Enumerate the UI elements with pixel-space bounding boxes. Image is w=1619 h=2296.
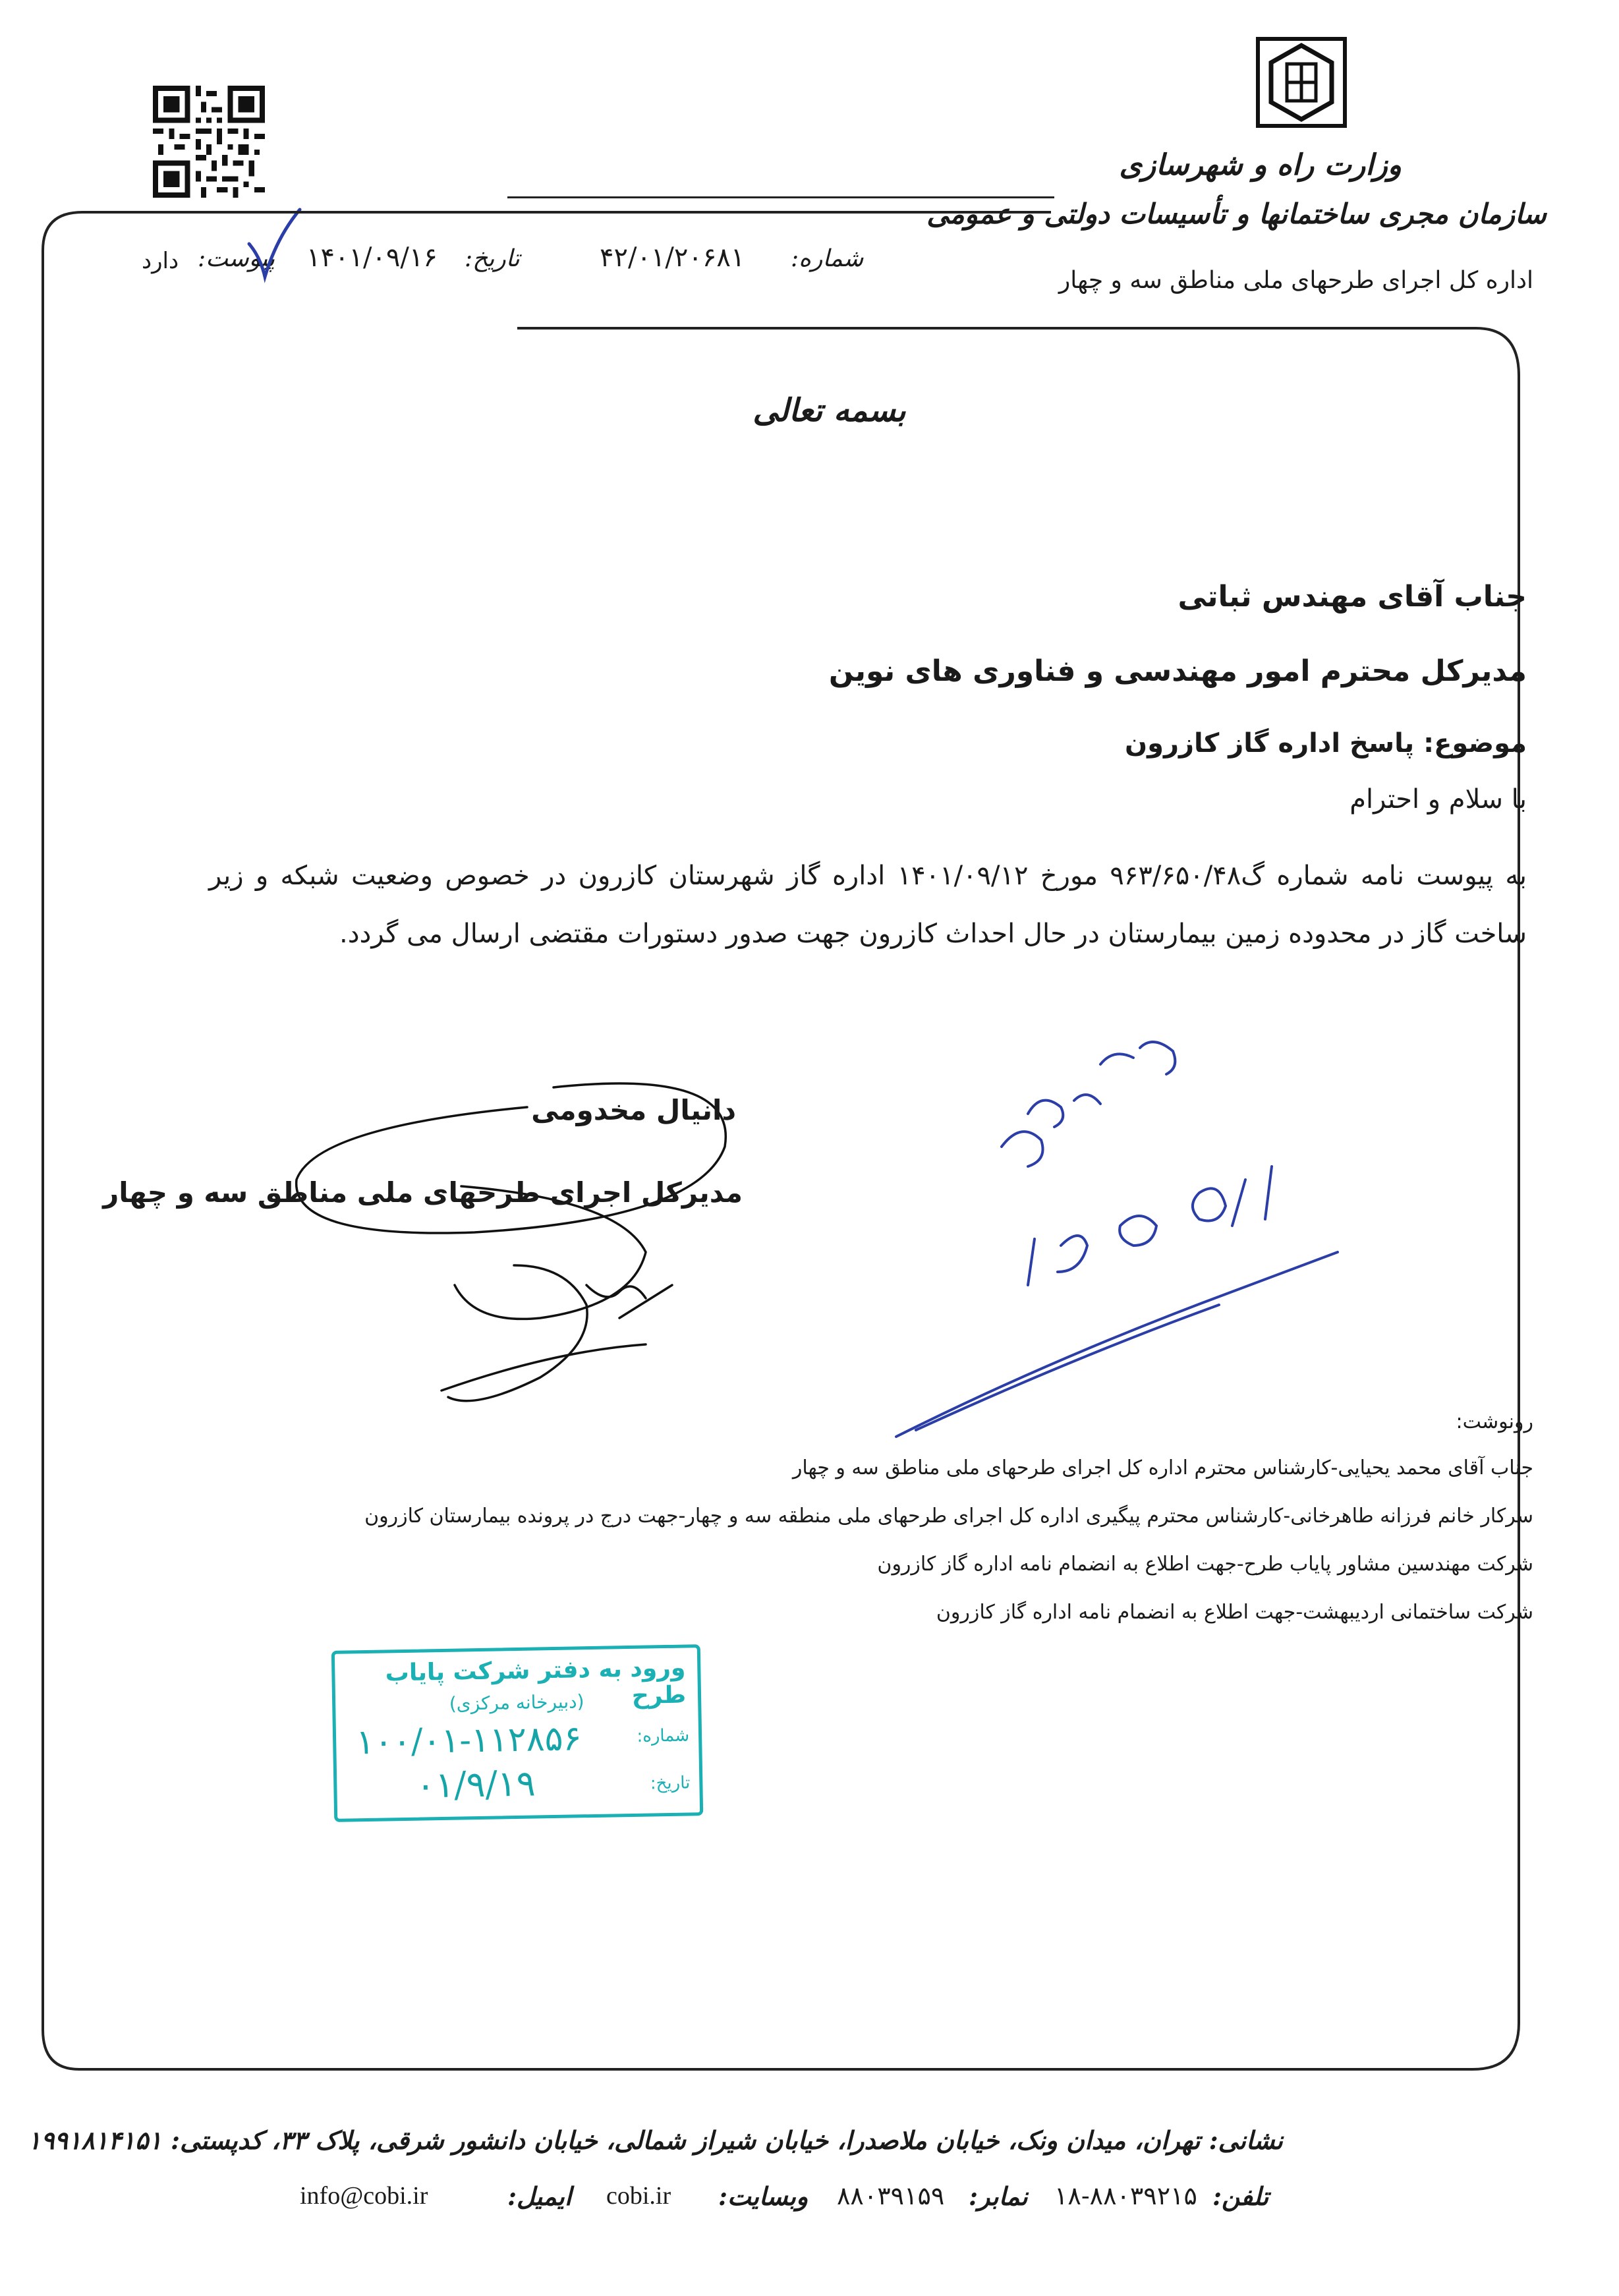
receipt-stamp [331, 1644, 703, 1822]
stamp-number-label: شماره: [637, 1725, 690, 1746]
letter-body: به پیوست نامه شماره گ۹۶۳/۶۵۰/۴۸ مورخ ۱۴۰۱/۰۹/۱۲ اداره گاز شهرستان کازرون در خصوص وضعیت شبکه و زیر ساخت گاز در محدوده زمین بیمارستان در حال احداث کازرون جهت صدور دستورات مقتضی ارسال می گردد. [209, 861, 1527, 949]
cc-item: جناب آقای محمد یحیایی-کارشناس محترم اداره کل اجرای طرحهای ملی مناطق سه و چهار [792, 1456, 1533, 1479]
date-value: ۱۴۰۱/۰۹/۱۶ [306, 243, 438, 273]
date-label: تاریخ: [465, 245, 520, 272]
stamp-date-label: تاریخ: [650, 1773, 691, 1794]
attachment-value: دارد [142, 248, 179, 274]
stamp-title: ورود به دفتر شرکت پایاب طرح [385, 1654, 687, 1709]
footer-address: نشانی: تهران، میدان ونک، خیابان ملاصدرا، خیابان شیراز شمالی، خیابان دانشور شرقی، پلاک ۳۳، کدپستی: ۱۹۹۱۸۱۴۱۵۱ [27, 2125, 1283, 2155]
fax-label: نمابر: [969, 2181, 1028, 2211]
website-link[interactable]: cobi.ir [606, 2182, 671, 2210]
addressee-name: جناب آقای مهندس ثباتی [1178, 580, 1527, 614]
number-label: شماره: [791, 245, 864, 272]
ministry-logo-icon [1255, 36, 1348, 129]
bismillah-heading: بسمه تعالی [753, 392, 906, 429]
greeting: با سلام و احترام [1349, 784, 1527, 815]
number-value: ۴۲/۰۱/۲۰۶۸۱ [600, 243, 745, 273]
phone-value: ۱۸-۸۸۰۳۹۲۱۵ [1054, 2181, 1197, 2210]
email-link[interactable]: info@cobi.ir [300, 2182, 428, 2210]
stamp-number-value: ۱۰۰/۰۱-۱۱۲۸۵۶ [355, 1719, 582, 1763]
cc-item: شرکت مهندسین مشاور پایاب طرح-جهت اطلاع به انضمام نامه اداره گاز کازرون [877, 1553, 1533, 1576]
department-name: اداره کل اجرای طرحهای ملی مناطق سه و چهار [1058, 267, 1533, 294]
cc-item: شرکت ساختمانی اردیبهشت-جهت اطلاع به انضمام نامه اداره گاز کازرون [936, 1601, 1533, 1624]
phone-label: تلفن: [1212, 2181, 1269, 2211]
signer-title: مدیرکل اجرای طرحهای ملی مناطق سه و چهار [103, 1176, 743, 1209]
letter-subject: موضوع: پاسخ اداره گاز کازرون [1124, 728, 1527, 759]
stamp-date-value: ۰۱/۹/۱۹ [415, 1762, 536, 1806]
ministry-name: وزارت راه و شهرسازی [1119, 148, 1402, 182]
organization-name: سازمان مجری ساختمانها و تأسیسات دولتی و عمومی [926, 198, 1547, 230]
fax-value: ۸۸۰۳۹۱۵۹ [837, 2181, 945, 2210]
cc-item: سرکار خانم فرزانه طاهرخانی-کارشناس محترم پیگیری اداره کل اجرای طرحهای ملی منطقه سه و چهار-جهت درج در پرونده بیمارستان کازرون [364, 1505, 1533, 1528]
attachment-label: پیوست: [198, 245, 275, 272]
cc-label: رونوشت: [1456, 1410, 1533, 1433]
signer-name: دانیال مخدومی [531, 1094, 736, 1126]
qr-code [153, 86, 265, 198]
handwritten-note [824, 1028, 1351, 1456]
email-label: ایمیل: [507, 2181, 572, 2211]
addressee-title: مدیرکل محترم امور مهندسی و فناوری های نوین [828, 654, 1527, 688]
website-label: وبسایت: [718, 2181, 809, 2211]
stamp-subtitle: (دبیرخانه مرکزی) [449, 1690, 584, 1715]
